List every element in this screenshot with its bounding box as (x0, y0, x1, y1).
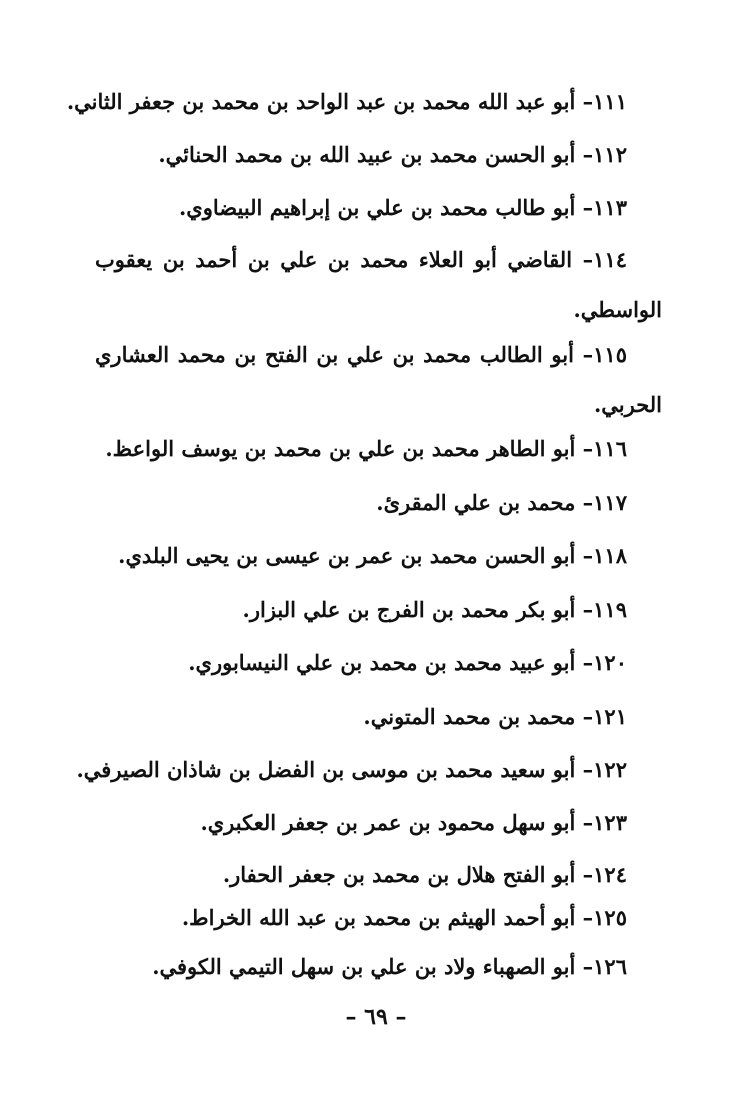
entry-number: ١١٥ (593, 342, 627, 367)
list-item (188, 648, 627, 678)
entry-number: ١٢٠ (593, 650, 627, 675)
entry-text: أبو طالب محمد بن علي بن إبراهيم البيضاوي. (178, 195, 576, 220)
list-item (105, 434, 627, 464)
entry-text: أبو سعيد محمد بن موسى بن الفضل بن شاذان الصيرفي. (76, 757, 576, 782)
list-item (179, 193, 627, 223)
entry-dash: – (582, 89, 594, 114)
entry-text: أبو بكر محمد بن الفرج بن علي البزار. (242, 597, 576, 622)
list-item (200, 808, 627, 838)
entry-dash: – (582, 757, 594, 782)
entry-text: أبو الفتح هلال بن محمد بن جعفر الحفار. (222, 862, 576, 887)
entry-dash: – (582, 597, 594, 622)
list-item (376, 488, 627, 518)
list-item (152, 952, 627, 982)
entry-number: ١١٣ (593, 195, 627, 220)
entry-dash: – (582, 247, 594, 272)
entry-text: أبو سهل محمود بن عمر بن جعفر العكبري. (200, 810, 576, 835)
entry-number: ١٢٥ (593, 905, 627, 930)
entry-text: أبو عبد الله محمد بن عبد الواحد بن محمد بن جعفر الثاني. (66, 89, 576, 114)
list-item (223, 860, 627, 890)
entry-dash: – (582, 905, 594, 930)
list-item (182, 903, 627, 933)
entry-dash: – (582, 342, 594, 367)
entry-continuation: الواسطي. (573, 297, 662, 322)
entry-dash: – (582, 142, 594, 167)
list-item (243, 595, 627, 625)
entry-text: أبو الطالب محمد بن علي بن الفتح بن محمد العشاري (95, 342, 574, 367)
entry-number: ١١٤ (593, 247, 628, 272)
entry-number: ١١٩ (593, 597, 627, 622)
entry-dash: – (582, 490, 594, 515)
entry-number: ١١٧ (593, 490, 627, 515)
entry-text: أبو الحسن محمد بن عمر بن عيسى بن يحيى البلدي. (118, 543, 576, 568)
list-item (118, 541, 627, 571)
list-item (363, 702, 627, 732)
list-item (95, 245, 627, 275)
entry-number: ١١١ (593, 89, 627, 114)
entry-text: أبو الصهباء ولاد بن علي بن سهل التيمي الكوفي. (152, 954, 576, 979)
list-item (76, 755, 627, 785)
entry-number: ١١٦ (593, 436, 627, 461)
entry-text: محمد بن محمد المتوني. (363, 704, 576, 729)
entry-text: أبو أحمد الهيثم بن محمد بن عبد الله الخراط. (181, 905, 576, 930)
entry-dash: – (582, 195, 594, 220)
list-item (67, 87, 627, 117)
entry-number: ١١٢ (593, 142, 627, 167)
entry-number: ١٢٦ (593, 954, 627, 979)
entry-text: أبو الطاهر محمد بن علي بن محمد بن يوسف الواعظ. (105, 436, 576, 461)
entry-text: القاضي أبو العلاء محمد بن علي بن أحمد بن يعقوب (95, 247, 573, 272)
entry-dash: – (582, 650, 594, 675)
entry-text: أبو عبيد محمد بن محمد بن علي النيسابوري. (188, 650, 576, 675)
entry-dash: – (582, 436, 594, 461)
entry-text: محمد بن علي المقرئ. (376, 490, 576, 515)
list-item (95, 340, 627, 370)
page-number: – ٦٩ – (345, 1004, 407, 1030)
entry-number: ١١٨ (593, 543, 627, 568)
entry-dash: – (582, 543, 594, 568)
entry-number: ١٢٣ (593, 810, 627, 835)
list-item (158, 140, 627, 170)
entry-number: ١٢٤ (593, 862, 627, 887)
entry-continuation: الحربي. (593, 392, 662, 417)
entry-dash: – (582, 704, 594, 729)
entry-number: ١٢١ (593, 704, 627, 729)
entry-text: أبو الحسن محمد بن عبيد الله بن محمد الحنائي. (158, 142, 576, 167)
entry-number: ١٢٢ (593, 757, 627, 782)
entry-dash: – (582, 862, 594, 887)
entry-dash: – (582, 810, 594, 835)
entry-dash: – (582, 954, 594, 979)
